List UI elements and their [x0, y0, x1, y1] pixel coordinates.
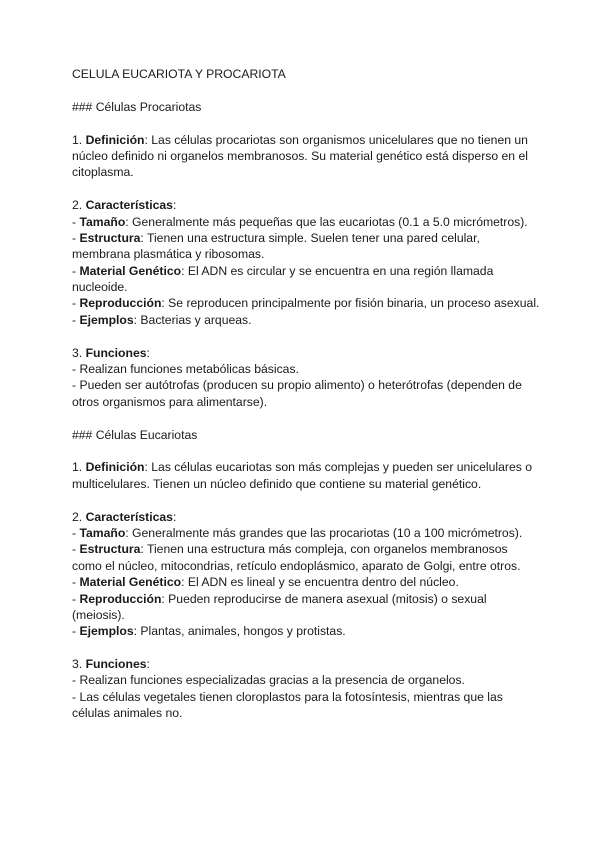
spacer [72, 492, 540, 508]
list-item: - Pueden ser autótrofas (producen su propio alimento) o heterótrofas (dependen de [72, 378, 522, 393]
item-label: Tamaño [79, 525, 126, 540]
spacer [72, 640, 540, 656]
section-heading: ### Células Procariotas [72, 99, 202, 114]
definition-text: multicelulares. Tienen un núcleo definido que contiene su material genético. [72, 476, 482, 491]
item-text: : Se reproducen principalmente por fisión binaria, un proceso asexual. [161, 296, 540, 311]
list-item: - Realizan funciones especializadas gracias a la presencia de organelos. [72, 673, 465, 688]
list-item: - Estructura: Tienen una estructura más compleja, con organelos membranosos [72, 542, 508, 557]
item-label: Estructura [79, 542, 141, 557]
item-label: Material Genético [79, 575, 182, 590]
spacer [72, 82, 540, 98]
item-label: Ejemplos [79, 312, 134, 327]
section-heading: ### Células Eucariotas [72, 427, 198, 442]
list-number: 3. [72, 345, 86, 360]
list-item: - Ejemplos: Bacterias y arqueas. [72, 312, 252, 327]
list-number: 2. [72, 509, 86, 524]
list-item: - Tamaño: Generalmente más grandes que las procariotas (10 a 100 micrómetros). [72, 525, 523, 540]
characteristics-list: 2. Características: - Tamaño: Generalmente más pequeñas que las eucariotas (0.1 a 5.0 micrómetros). - Estructura: Tienen una estructura simple. Suelen tener una pared celular, membrana plasmática y ribosomas. - Material Genético: El ADN es circular y se encuentra en una región llamada nucleoide. - Reproducción: Se reproducen principalmente por fisión binaria, un proceso asexual. - Ejemplos: Bacterias y arqueas. [72, 198, 540, 327]
item-text: : Generalmente más pequeñas que las eucariotas (0.1 a 5.0 micrómetros). [125, 214, 528, 229]
list-item: - Realizan funciones metabólicas básicas. [72, 362, 299, 377]
section-procariotas [72, 99, 540, 410]
definition-paragraph [72, 459, 540, 492]
list-item: - Estructura: Tienen una estructura simple. Suelen tener una pared celular, [72, 230, 480, 245]
definition-label: Definición [85, 460, 145, 475]
item-label: Estructura [79, 230, 141, 245]
list-item: - Material Genético: El ADN es circular y se encuentra en una región llamada [72, 263, 494, 278]
spacer [72, 181, 540, 197]
functions-list: 3. Funciones: - Realizan funciones metabólicas básicas. - Pueden ser autótrofas (producen su propio alimento) o heterótrofas (dependen de otros organismos para alimentarse). [72, 345, 540, 411]
item-text: membrana plasmática y ribosomas. [72, 247, 265, 262]
definition-text: : Las células eucariotas son más complejas y pueden ser unicelulares o [144, 460, 532, 475]
item-text: : Plantas, animales, hongos y protistas. [133, 624, 346, 639]
list-item: - Ejemplos: Plantas, animales, hongos y protistas. [72, 624, 346, 639]
list-number: 1. [72, 460, 86, 475]
definition-text: : Las células procariotas son organismos unicelulares que no tienen un [144, 132, 528, 147]
document-title: CELULA EUCARIOTA Y PROCARIOTA [72, 67, 286, 81]
spacer [72, 410, 540, 426]
characteristics-list: 2. Características: - Tamaño: Generalmente más grandes que las procariotas (10 a 100 micrómetros). - Estructura: Tienen una estructura más compleja, con organelos membranosos como el núcleo, mitocondrias, retículo endoplásmico, aparato de Golgi, entre otros. - Material Genético: El ADN es lineal y se encuentra dentro del núcleo. - Reproducción: Pueden reproducirse de manera asexual (mitosis) o sexual (meiosis). - Ejemplos: Plantas, animales, hongos y protistas. [72, 509, 540, 640]
item-label: Reproducción [79, 591, 162, 606]
item-text: : Tienen una estructura más compleja, con organelos membranosos [140, 542, 508, 557]
item-text: células animales no. [72, 706, 183, 721]
definition-paragraph [72, 132, 540, 181]
item-label: Tamaño [79, 214, 126, 229]
item-text: (meiosis). [72, 607, 125, 622]
item-text: : Tienen una estructura simple. Suelen tener una pared celular, [140, 230, 480, 245]
list-item: - Material Genético: El ADN es lineal y se encuentra dentro del núcleo. [72, 575, 459, 590]
list-item: - Reproducción: Se reproducen principalmente por fisión binaria, un proceso asexual. [72, 296, 540, 311]
spacer [72, 443, 540, 459]
item-text: : El ADN es circular y se encuentra en una región llamada [181, 263, 494, 278]
item-label: Reproducción [79, 296, 162, 311]
functions-label: Funciones [85, 345, 147, 360]
list-number: 2. [72, 198, 86, 213]
item-text: otros organismos para alimentarse). [72, 394, 268, 409]
functions-label: Funciones [85, 657, 147, 672]
characteristics-label: Características [85, 509, 173, 524]
item-text: como el núcleo, mitocondrias, retículo endoplásmico, aparato de Golgi, entre otros. [72, 558, 521, 573]
list-number: 3. [72, 657, 86, 672]
item-text: : Pueden reproducirse de manera asexual (mitosis) o sexual [161, 591, 487, 606]
definition-label: Definición [85, 132, 145, 147]
section-eucariotas [72, 427, 540, 722]
spacer [72, 115, 540, 131]
list-number: 1. [72, 132, 86, 147]
functions-list: 3. Funciones: - Realizan funciones especializadas gracias a la presencia de organelos. - Las células vegetales tienen cloroplastos para la fotosíntesis, mientras que las células animales no. [72, 656, 540, 722]
item-text: : Generalmente más grandes que las procariotas (10 a 100 micrómetros). [125, 525, 523, 540]
characteristics-label: Características [85, 198, 173, 213]
list-item: - Reproducción: Pueden reproducirse de manera asexual (mitosis) o sexual [72, 591, 487, 606]
item-text: nucleoide. [72, 280, 128, 295]
item-text: : Bacterias y arqueas. [133, 312, 252, 327]
item-label: Ejemplos [79, 624, 134, 639]
spacer [72, 328, 540, 344]
definition-text: citoplasma. [72, 165, 134, 180]
list-item: - Tamaño: Generalmente más pequeñas que las eucariotas (0.1 a 5.0 micrómetros). [72, 214, 528, 229]
item-label: Material Genético [79, 263, 182, 278]
list-item: - Las células vegetales tienen cloroplastos para la fotosíntesis, mientras que las [72, 689, 503, 704]
item-text: : El ADN es lineal y se encuentra dentro del núcleo. [181, 575, 459, 590]
definition-text: núcleo definido ni organelos membranosos. Su material genético está disperso en el [72, 148, 528, 163]
